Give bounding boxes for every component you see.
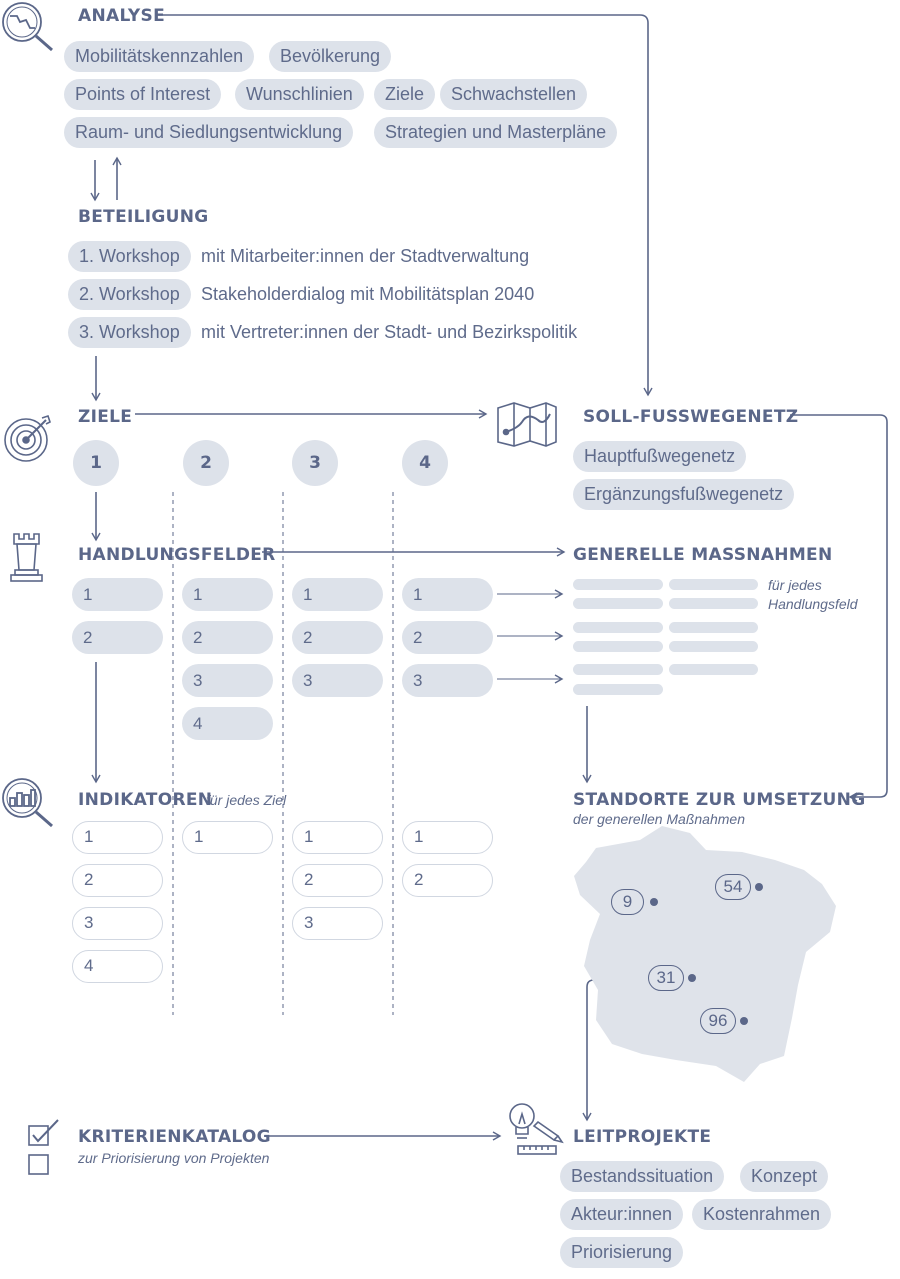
handlungsfelder-heading: HANDLUNGSFELDER [78, 545, 276, 565]
analyse-tag: Ziele [374, 79, 435, 110]
map-icon [494, 400, 560, 448]
analyse-tag: Strategien und Masterpläne [374, 117, 617, 148]
target-icon [2, 414, 54, 464]
massnahme-bar [669, 579, 758, 590]
map-marker-label: 96 [700, 1008, 736, 1034]
handlungsfeld-item: 2 [72, 621, 163, 654]
indikator-item: 1 [402, 821, 493, 854]
handlungsfeld-item: 2 [402, 621, 493, 654]
handlungsfeld-item: 2 [182, 621, 273, 654]
map-marker-label: 31 [648, 965, 684, 991]
ziel-number: 2 [183, 440, 229, 486]
soll-tag: Ergänzungsfußwegenetz [573, 479, 794, 510]
massnahme-bar [573, 684, 663, 695]
indikator-item: 2 [402, 864, 493, 897]
analyse-heading: ANALYSE [78, 6, 165, 26]
soll-tag: Hauptfußwegenetz [573, 441, 746, 472]
handlungsfeld-item: 3 [292, 664, 383, 697]
handlungsfeld-item: 1 [292, 578, 383, 611]
leitprojekt-tag: Priorisierung [560, 1237, 683, 1268]
handlungsfeld-item: 1 [402, 578, 493, 611]
analyse-tag: Wunschlinien [235, 79, 364, 110]
indikator-item: 1 [182, 821, 273, 854]
workshop-text: mit Mitarbeiter:innen der Stadtverwaltung [201, 246, 530, 266]
massnahme-bar [669, 598, 758, 609]
massnahmen-heading: GENERELLE MASSNAHMEN [573, 545, 833, 565]
indikator-item: 1 [72, 821, 163, 854]
standorte-sub: der generellen Maßnahmen [573, 811, 745, 827]
workshop-label: 3. Workshop [68, 317, 191, 348]
indikator-item: 2 [292, 864, 383, 897]
chart-magnifier-icon [0, 776, 56, 830]
massnahmen-note: Handlungsfeld [768, 596, 858, 612]
analyse-tag: Mobilitätskennzahlen [64, 41, 254, 72]
massnahme-bar [669, 664, 758, 675]
workshop-label: 2. Workshop [68, 279, 191, 310]
ziele-heading: ZIELE [78, 407, 133, 427]
handlungsfeld-item: 1 [72, 578, 163, 611]
indikator-item: 2 [72, 864, 163, 897]
checkbox-icon [26, 1118, 62, 1180]
massnahme-bar [669, 622, 758, 633]
ziel-number: 4 [402, 440, 448, 486]
kriterien-sub: zur Priorisierung von Projekten [78, 1150, 270, 1166]
kriterien-heading: KRITERIENKATALOG [78, 1127, 271, 1147]
massnahme-bar [573, 579, 663, 590]
chess-rook-icon [6, 530, 46, 586]
indikatoren-heading: INDIKATOREN [78, 790, 213, 810]
handlungsfeld-item: 2 [292, 621, 383, 654]
handlungsfeld-item: 1 [182, 578, 273, 611]
analyse-tag: Points of Interest [64, 79, 221, 110]
leitprojekt-tag: Akteur:innen [560, 1199, 683, 1230]
leitprojekt-tag: Konzept [740, 1161, 828, 1192]
map-marker-label: 54 [715, 874, 751, 900]
massnahme-bar [573, 622, 663, 633]
massnahmen-note: für jedes [768, 577, 822, 593]
massnahme-bar [669, 641, 758, 652]
workshop-text: mit Vertreter:innen der Stadt- und Bezirkspolitik [201, 322, 578, 342]
ziel-number: 1 [73, 440, 119, 486]
analyse-tag: Raum- und Siedlungsentwicklung [64, 117, 353, 148]
beteiligung-heading: BETEILIGUNG [78, 207, 209, 227]
indikatoren-note: für jedes Ziel [206, 792, 287, 808]
leitprojekt-tag: Bestandssituation [560, 1161, 724, 1192]
workshop-label: 1. Workshop [68, 241, 191, 272]
indikator-item: 3 [292, 907, 383, 940]
leitprojekt-tag: Kostenrahmen [692, 1199, 831, 1230]
indikator-item: 4 [72, 950, 163, 983]
handlungsfeld-item: 3 [182, 664, 273, 697]
lightbulb-icon [502, 1100, 566, 1162]
massnahme-bar [573, 664, 663, 675]
workshop-text: Stakeholderdialog mit Mobilitätsplan 2040 [201, 284, 535, 304]
massnahme-bar [573, 641, 663, 652]
standorte-heading: STANDORTE ZUR UMSETZUNG [573, 790, 866, 810]
analyse-tag: Bevölkerung [269, 41, 391, 72]
massnahme-bar [573, 598, 663, 609]
analyse-magnifier-icon [0, 0, 56, 54]
leitprojekte-heading: LEITPROJEKTE [573, 1127, 712, 1147]
city-map [574, 826, 836, 1082]
handlungsfeld-item: 4 [182, 707, 273, 740]
map-marker-label: 9 [611, 889, 644, 915]
ziel-number: 3 [292, 440, 338, 486]
analyse-tag: Schwachstellen [440, 79, 587, 110]
handlungsfeld-item: 3 [402, 664, 493, 697]
indikator-item: 1 [292, 821, 383, 854]
soll-heading: SOLL-FUSSWEGENETZ [583, 407, 799, 427]
indikator-item: 3 [72, 907, 163, 940]
